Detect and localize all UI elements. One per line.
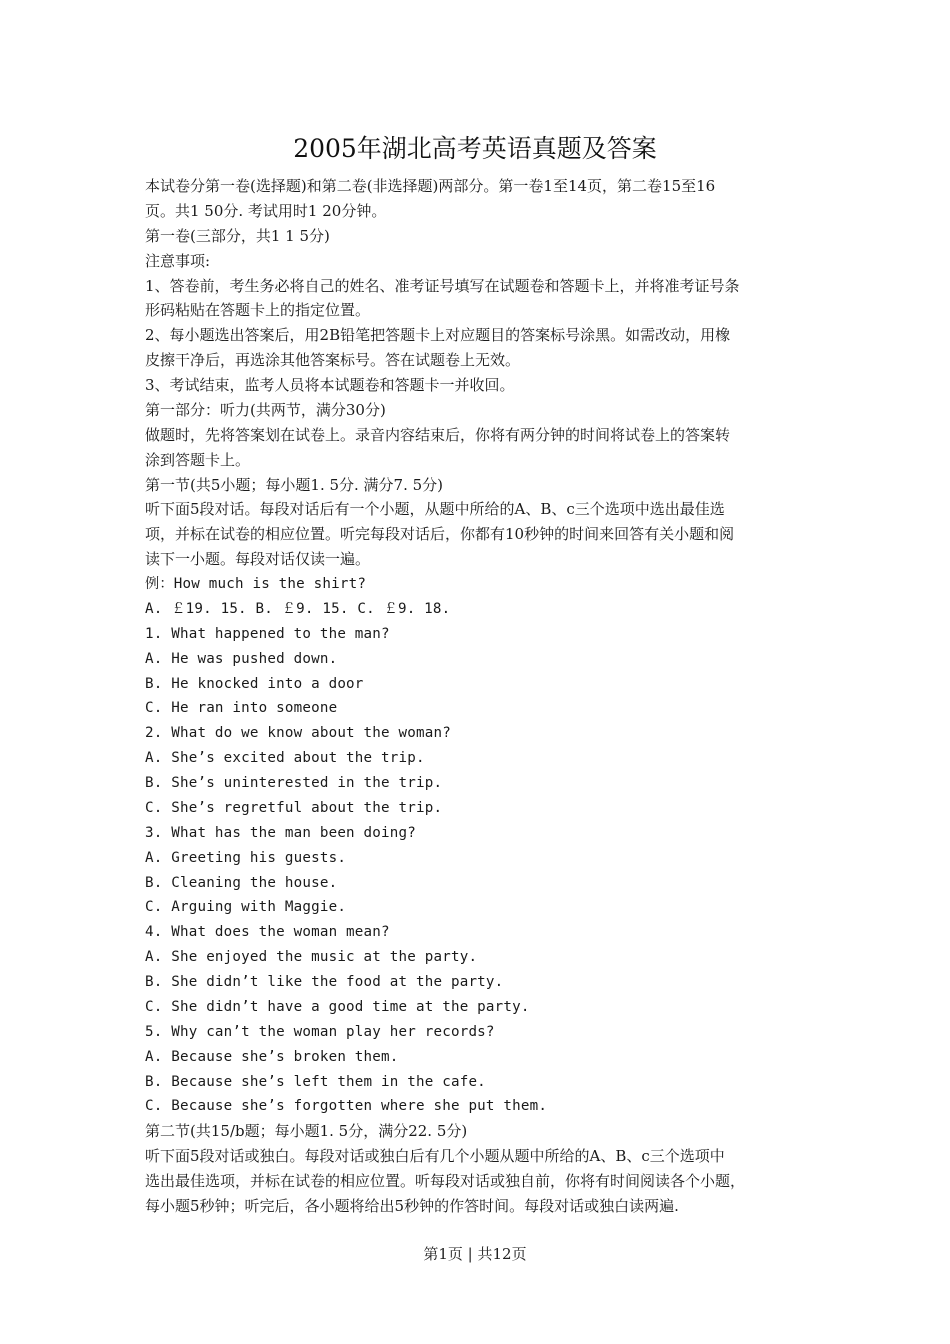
text-line: A. She enjoyed the music at the party. xyxy=(145,949,478,966)
text-line: C. Arguing with Maggie. xyxy=(145,899,347,916)
text-line: 第一部分：听力(共两节，满分30分) xyxy=(145,400,386,419)
text-line: 听下面5段对话。每段对话后有一个小题，从题中所给的A、B、c三个选项中选出最佳选 xyxy=(145,500,725,519)
text-line: 2. What do we know about the woman? xyxy=(145,725,451,742)
text-line: 3. What has the man been doing? xyxy=(145,824,416,841)
text-line: 读下一小题。每段对话仅读一遍。 xyxy=(145,550,371,569)
page-footer: 第1页 | 共12页 xyxy=(423,1245,527,1263)
text-line: B. She’s uninterested in the trip. xyxy=(145,775,443,791)
text-line: B. She didn’t like the food at the party. xyxy=(145,974,504,990)
text-line: B. Cleaning the house. xyxy=(145,874,338,891)
text-line: 4. What does the woman mean? xyxy=(145,924,390,941)
text-line: C. Because she’s forgotten where she put them. xyxy=(145,1098,548,1115)
text-line: A. Because she’s broken them. xyxy=(145,1048,399,1065)
text-line: 听下面5段对话或独白。每段对话或独白后有几个小题从题中所给的A、B、c三个选项中 xyxy=(145,1147,725,1166)
text-line: A. She’s excited about the trip. xyxy=(145,750,425,767)
text-line: 第一节(共5小题；每小题1. 5分. 满分7. 5分) xyxy=(145,475,444,494)
text-line: A. He was pushed down. xyxy=(145,650,338,667)
text-line: 选出最佳选项，并标在试卷的相应位置。听每段对话或独自前，你将有时间阅读各个小题， xyxy=(145,1172,746,1190)
text-line: 皮擦干净后，再选涂其他答案标号。答在试题卷上无效。 xyxy=(145,351,521,370)
text-line: 3、考试结束，监考人员将本试题卷和答题卡一并收回。 xyxy=(145,376,515,394)
text-line: 第二节(共15/b题；每小题1. 5分，满分22. 5分) xyxy=(145,1122,468,1141)
text-line: B. Because she’s left them in the cafe. xyxy=(145,1073,486,1090)
text-line: 1. What happened to the man? xyxy=(145,625,390,642)
text-line: 每小题5秒钟；听完后，各小题将给出5秒钟的作答时间。每段对话或独白读两遍. xyxy=(145,1196,679,1215)
text-line: 例：How much is the shirt? xyxy=(145,576,367,592)
text-line: 项，并标在试卷的相应位置。听完每段对话后，你都有10秒钟的时间来回答有关小题和阅 xyxy=(145,525,735,544)
document-title: 2005年湖北高考英语真题及答案 xyxy=(293,134,657,163)
text-line: C. She’s regretful about the trip. xyxy=(145,799,443,816)
document-body xyxy=(145,174,810,1219)
text-line: A. Greeting his guests. xyxy=(145,849,347,866)
text-line: 本试卷分第一卷(选择题)和第二卷(非选择题)两部分。第一卷1至14页，第二卷15至16 xyxy=(145,177,716,195)
text-line: 做题时，先将答案划在试卷上。录音内容结束后，你将有两分钟的时间将试卷上的答案转 xyxy=(145,425,731,444)
text-line: C. She didn’t have a good time at the party. xyxy=(145,998,530,1015)
text-line: 注意事项: xyxy=(145,251,211,270)
text-line: 页。共1 50分. 考试用时1 20分钟。 xyxy=(145,201,387,220)
text-line: B. He knocked into a door xyxy=(145,675,364,692)
text-line: A. ￡19. 15. B. ￡9. 15. C. ￡9. 18. xyxy=(145,600,451,617)
text-line: C. He ran into someone xyxy=(145,700,338,717)
text-line: 第一卷(三部分，共1 1 5分) xyxy=(145,226,330,245)
text-line: 涂到答题卡上。 xyxy=(145,450,251,469)
text-line: 2、每小题选出答案后，用2B铅笔把答题卡上对应题目的答案标号涂黑。如需改动，用橡 xyxy=(145,326,731,345)
text-line: 形码粘贴在答题卡上的指定位置。 xyxy=(145,301,371,320)
text-line: 5. Why can’t the woman play her records? xyxy=(145,1023,495,1040)
text-line: 1、答卷前，考生务必将自己的姓名、准考证号填写在试题卷和答题卡上，并将准考证号条 xyxy=(145,276,740,295)
